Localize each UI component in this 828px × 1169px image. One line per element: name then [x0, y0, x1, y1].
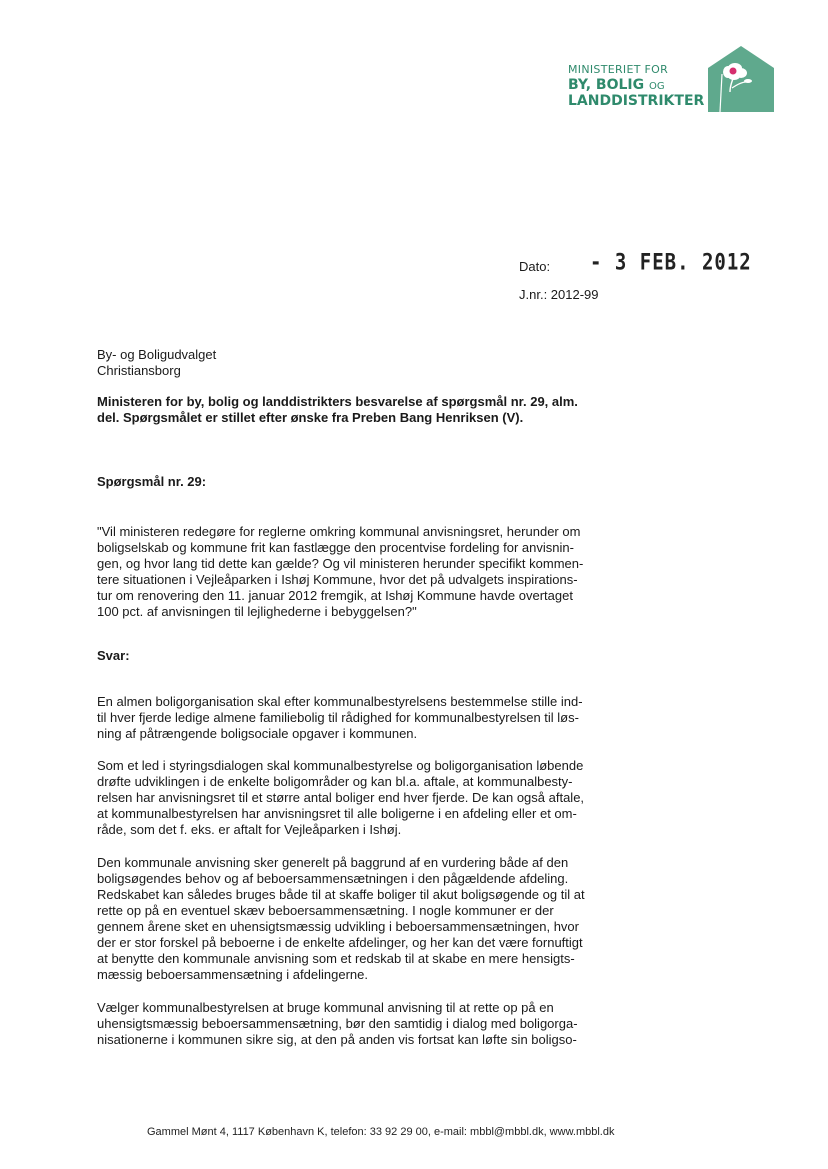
answer-line: Som et led i styringsdialogen skal kommunalbestyrelse og boligorganisation løbende	[97, 758, 584, 773]
answer-line: uhensigtsmæssig beboersammensætning, bør den samtidig i dialog med boligorga-	[97, 1016, 578, 1031]
date-stamp: - 3 FEB. 2012	[590, 250, 752, 276]
recipient-block	[97, 347, 617, 379]
house-flower-logo-icon	[708, 46, 774, 112]
answer-line: gennem årene sket en uhensigtsmæssig udvikling i beboersammensætningen, hvor	[97, 919, 579, 934]
answer-paragraph-4	[97, 1000, 637, 1048]
answer-line: til hver fjerde ledige almene familiebolig til rådighed for kommunalbestyrelsen til løs-	[97, 710, 579, 725]
question-line: gen, og hvor lang tid dette kan gælde? Og vil ministeren herunder specifikt kommen-	[97, 556, 584, 571]
answer-line: Vælger kommunalbestyrelsen at bruge kommunal anvisning til at rette op på en	[97, 1000, 554, 1015]
answer-line: ning af påtrængende boligsociale opgaver i kommunen.	[97, 726, 418, 741]
answer-line: nisationerne i kommunen sikre sig, at den på anden vis fortsat kan løfte sin boligso-	[97, 1032, 577, 1047]
question-line: tere situationen i Vejleåparken i Ishøj Kommune, hvor det på udvalgets inspirations-	[97, 572, 578, 587]
answer-paragraph-3	[97, 855, 637, 983]
answer-line: råde, som det f. eks. er aftalt for Vejleåparken i Ishøj.	[97, 822, 402, 837]
date-label: Dato:	[519, 259, 551, 274]
answer-line: der er stor forskel på beboerne i de enkelte afdelinger, og her kan det være fornuftigt	[97, 935, 583, 950]
answer-line: Den kommunale anvisning sker generelt på baggrund af en vurdering både af den	[97, 855, 569, 870]
logo-line-2	[568, 77, 718, 93]
question-line: 100 pct. af anvisningen til lejlighederne i bebyggelsen?"	[97, 604, 417, 619]
answer-heading: Svar:	[97, 648, 130, 663]
question-text	[97, 524, 637, 620]
recipient-line-1: By- og Boligudvalget	[97, 347, 217, 362]
question-heading: Spørgsmål nr. 29:	[97, 474, 207, 489]
logo-line-3: LANDDISTRIKTER	[568, 92, 705, 109]
journal-number: J.nr.: 2012-99	[519, 287, 599, 302]
answer-line: En almen boligorganisation skal efter kommunalbestyrelsens bestemmelse stille ind-	[97, 694, 583, 709]
answer-line: at kommunalbestyrelsen har anvisningsret til alle boligerne i en afdeling eller et om-	[97, 806, 577, 821]
recipient-line-2: Christiansborg	[97, 363, 181, 378]
logo-og: OG	[649, 80, 665, 92]
question-line: "Vil ministeren redegøre for reglerne omkring kommunal anvisningsret, herunder om	[97, 524, 581, 539]
answer-paragraph-2	[97, 758, 637, 838]
ministry-logo-text	[568, 64, 718, 109]
subject-line-2: del. Spørgsmålet er stillet efter ønske fra Preben Bang Henriksen (V).	[97, 410, 524, 425]
logo-line-2-text: BY, BOLIG	[568, 76, 645, 93]
answer-paragraph-1	[97, 694, 637, 742]
answer-line: Redskabet kan således bruges både til at skaffe boliger til akut boligsøgende og til at	[97, 887, 585, 902]
answer-line: relsen har anvisningsret til et større antal boliger end hver fjerde. De kan også aftale,	[97, 790, 585, 805]
question-line: tur om renovering den 11. januar 2012 fremgik, at Ishøj Kommune havde overtaget	[97, 588, 573, 603]
page-footer: Gammel Mønt 4, 1117 København K, telefon: 33 92 29 00, e-mail: mbbl@mbbl.dk, www.mbbl.dk	[147, 1126, 615, 1138]
answer-line: mæssig beboersammensætning i afdelingerne.	[97, 967, 368, 982]
subject-heading	[97, 394, 657, 426]
logo-line-1: MINISTERIET FOR	[568, 63, 669, 76]
answer-line: drøfte udviklingen i de enkelte boligområder og kan bl.a. aftale, at kommunalbesty-	[97, 774, 573, 789]
subject-line-1: Ministeren for by, bolig og landdistrikters besvarelse af spørgsmål nr. 29, alm.	[97, 394, 578, 409]
answer-line: at benytte den kommunale anvisning som et redskab til at skabe en mere hensigts-	[97, 951, 575, 966]
answer-line: rette op på en eventuel skæv beboersammensætning. I nogle kommuner er der	[97, 903, 554, 918]
question-line: boligselskab og kommune frit kan fastlægge den procentvise fordeling for anvisnin-	[97, 540, 574, 555]
answer-line: boligsøgendes behov og af beboersammensætningen i den pågældende afdeling.	[97, 871, 569, 886]
